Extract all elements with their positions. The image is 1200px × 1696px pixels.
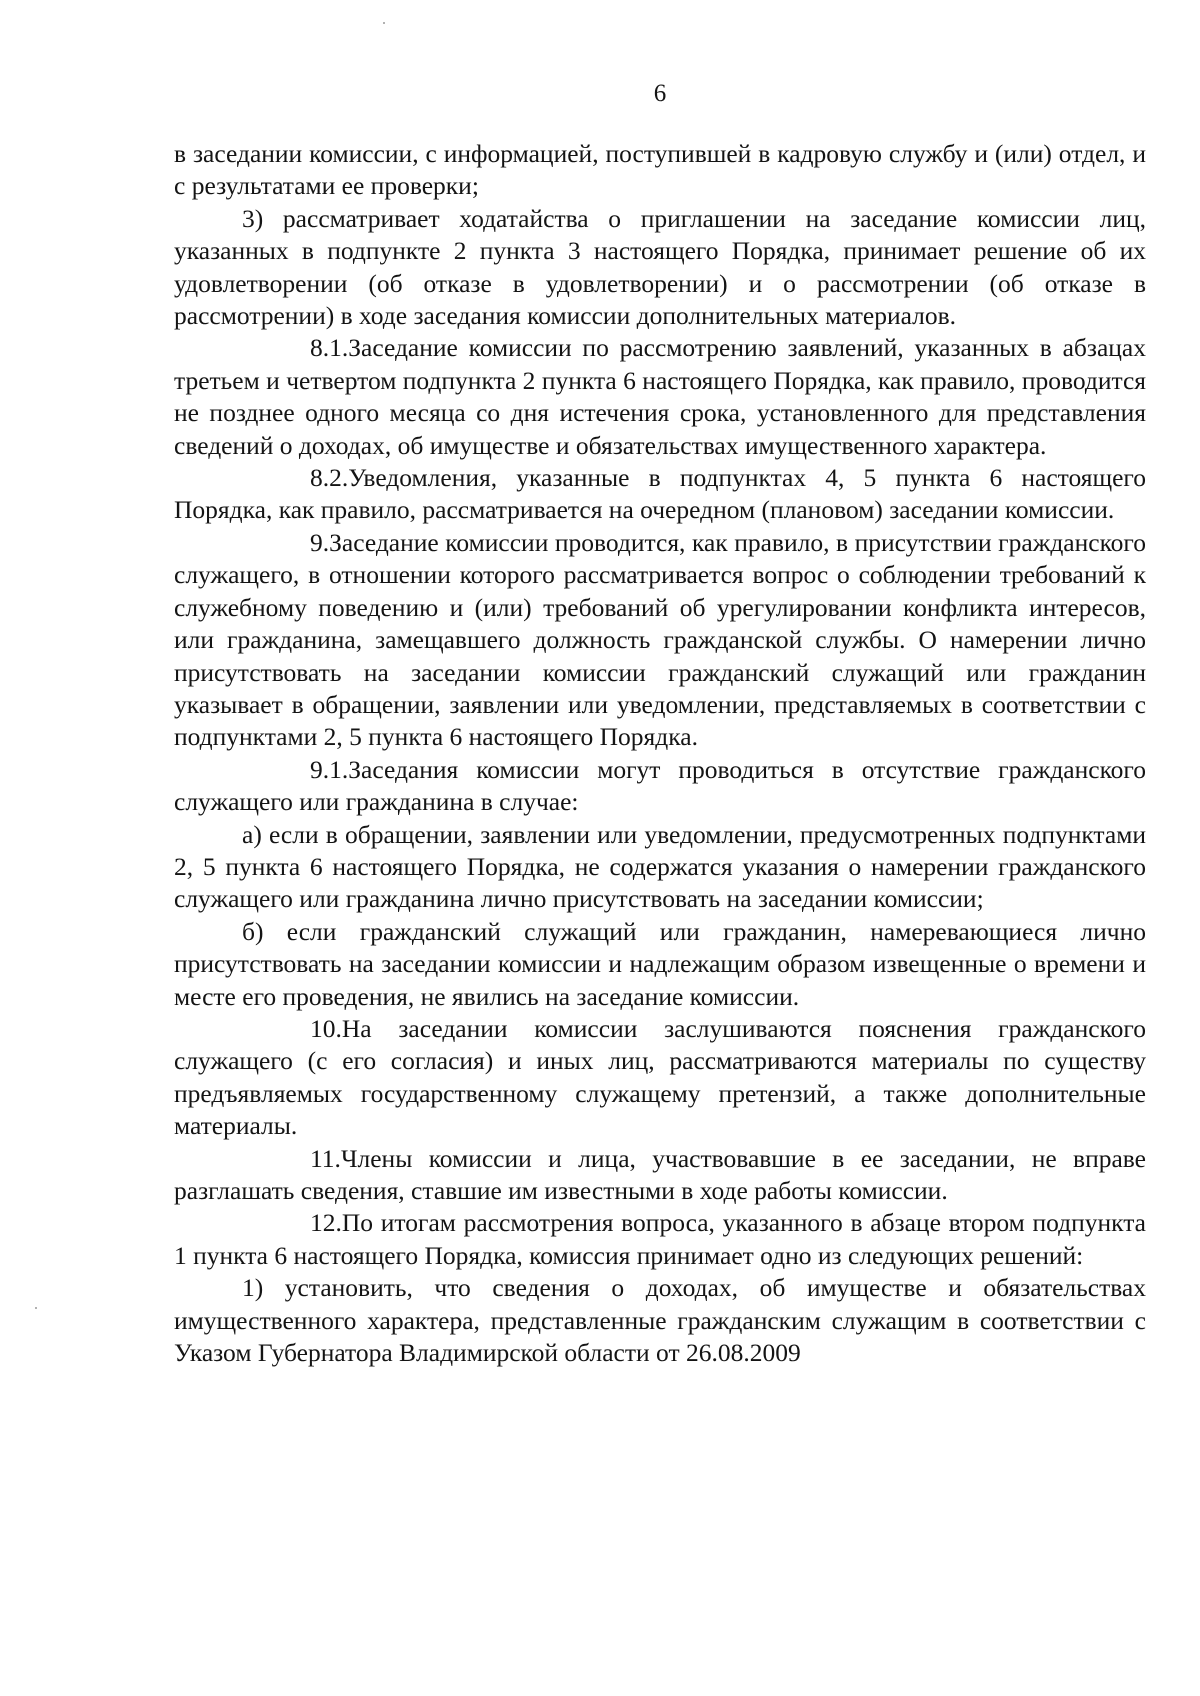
paragraph-12: 12.По итогам рассмотрения вопроса, указанного в абзаце втором подпункта 1 пункта 6 настоящего Порядка, комиссия принимает одно из следующих решений: <box>174 1208 1146 1270</box>
document-body <box>174 138 1146 1369</box>
clause-number: 9. <box>310 527 330 557</box>
clause-number: 12. <box>310 1208 342 1238</box>
paragraph-1: 3) рассматривает ходатайства о приглашении на заседание комиссии лиц, указанных в подпункте 2 пункта 3 настоящего Порядка, принимает решение об их удовлетворении (об отказе в удовлетворении) и о рассмотрении (об отказе в рассмотрении) в ходе заседания комиссии дополнительных материалов. <box>174 203 1146 331</box>
page-number: 6 <box>653 80 667 107</box>
paragraph-9-1: 9.1.Заседания комиссии могут проводиться в отсутствие гражданского служащего или гражданина в случае: <box>174 754 1146 817</box>
paragraph-8-2: 8.2.Уведомления, указанные в подпунктах 4, 5 пункта 6 настоящего Порядка, как правило, рассматривается на очередном (плановом) заседании комиссии. <box>174 463 1146 525</box>
paragraph-9-1-b: б) если гражданский служащий или гражданин, намеревающиеся лично присутствовать на заседании комиссии и надлежащим образом извещенные о времени и месте его проведения, не явились на заседание комиссии. <box>174 916 1146 1011</box>
scan-speck <box>35 1307 37 1309</box>
paragraph-10: 10.На заседании комиссии заслушиваются пояснения гражданского служащего (с его согласия) и иных лиц, рассматриваются материалы по существу предъявляемых государственному служащему претензий, а также дополнительные материалы. <box>174 1013 1146 1141</box>
clause-number: 11. <box>310 1143 341 1173</box>
paragraph-0: в заседании комиссии, с информацией, поступившей в кадровую службу и (или) отдел, и с результатами ее проверки; <box>174 139 1146 201</box>
paragraph-9-1-a: а) если в обращении, заявлении или уведомлении, предусмотренных подпунктами 2, 5 пункта 6 настоящего Порядка, не содержатся указания о намерении гражданского служащего или гражданина лично присутствовать на заседании комиссии; <box>174 819 1146 914</box>
paragraph-8-1: 8.1.Заседание комиссии по рассмотрению заявлений, указанных в абзацах третьем и четвертом подпункта 2 пункта 6 настоящего Порядка, как правило, проводится не позднее одного месяца со дня истечения срока, установленного для представления сведений о доходах, об имуществе и обязательствах имущественного характера. <box>174 333 1146 460</box>
clause-number: 10. <box>310 1013 342 1043</box>
scan-speck <box>383 22 385 24</box>
paragraph-9: 9.Заседание комиссии проводится, как правило, в присутствии гражданского служащего, в отношении которого рассматривается вопрос о соблюдении требований к служебному поведению и (или) требований об урегулировании конфликта интересов, или гражданина, замещавшего должность гражданской службы. О намерении лично присутствовать на заседании комиссии гражданский служащий или гражданин указывает в обращении, заявлении или уведомлении, представляемых в соответствии с подпунктами 2, 5 пункта 6 настоящего Порядка. <box>174 527 1146 752</box>
clause-number: 8.2. <box>310 463 349 493</box>
paragraph-11: 11.Члены комиссии и лица, участвовавшие в ее заседании, не вправе разглашать сведения, ставшие им известными в ходе работы комиссии. <box>174 1143 1146 1205</box>
clause-number: 9.1. <box>310 754 349 784</box>
paragraph-12-1: 1) установить, что сведения о доходах, об имуществе и обязательствах имущественного характера, представленные гражданским служащим в соответствии с Указом Губернатора Владимирской области от 26.08.2009 <box>174 1273 1146 1368</box>
clause-number: 8.1. <box>310 333 349 363</box>
